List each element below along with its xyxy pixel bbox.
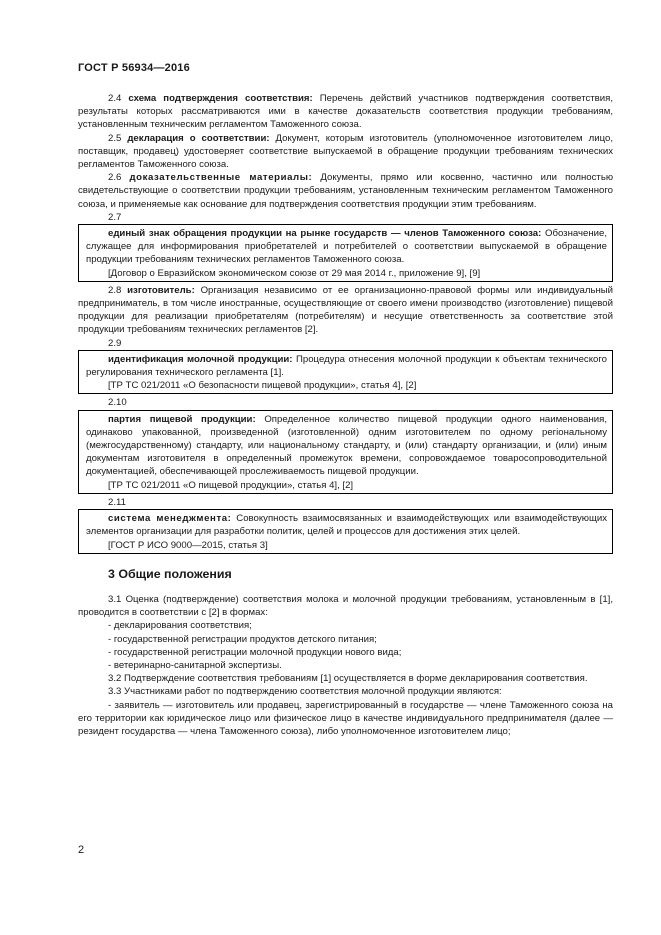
page-number: 2 <box>78 844 85 856</box>
term-2-6 <box>78 171 613 211</box>
section-title: 3 Общие положения <box>108 566 232 581</box>
term-number: 2.5 <box>108 132 122 144</box>
term-2-10 <box>86 413 607 479</box>
term-name: система менеджмента: <box>108 513 232 525</box>
term-box-2-9 <box>78 350 613 395</box>
term-definition: Процедура отнесения молочной продукции к объектам технического регулирования технического регламента [1]. <box>86 353 607 379</box>
term-2-5 <box>78 132 613 172</box>
document-header: ГОСТ Р 56934—2016 <box>78 62 190 74</box>
term-source: [Договор о Евразийском экономическом союзе от 29 мая 2014 г., приложение 9], [9] <box>108 267 481 279</box>
term-source: [ТР ТС 021/2011 «О безопасности пищевой продукции», статья 4], [2] <box>108 380 417 392</box>
document-body <box>78 92 613 738</box>
term-number: 2.6 <box>108 172 122 184</box>
term-definition: Совокупность взаимосвязанных и взаимодействующих или взаимодействующих элементов организации для разработки политик, целей и процессов для достижения этих целей. <box>86 513 608 538</box>
term-number: 2.8 <box>108 284 122 296</box>
term-number: 2.4 <box>108 93 122 104</box>
list-item: - ветеринарно-санитарной экспертизы. <box>108 659 282 671</box>
term-2-4 <box>78 92 613 132</box>
term-2-8 <box>78 284 613 337</box>
term-name: единый знак обращения продукции на рынке государств — членов Таможенного союза: <box>108 228 542 240</box>
clause-3-3-applicant: - заявитель — изготовитель или продавец, зарегистрированный в государстве — члене Таможенного союза на его территории как юридическое лицо или физическое лицо в качестве индивидуального предпринимателя (далее — резидент государства — члена Таможенного союза), либо уполномоченное изготовителем лицо; <box>78 699 613 737</box>
term-box-2-10 <box>78 410 613 494</box>
term-name: изготовитель: <box>127 284 195 296</box>
term-definition: Определенное количество пищевой продукции одного наименования, одинаково упакованной, произведенной (изготовленной) одним изготовителем по одному регіональному (межгосударственному) стандарту, или национальному стандарту, и (или) стандарту организации, и (или) иным документам изготовителя в определенный промежуток времени, сопровождаемое товаросопроводительной документацией, обеспечивающей прослеживаемость пищевой продукции. <box>86 413 607 478</box>
term-name: декларация о соответствии: <box>127 132 270 144</box>
term-definition: Документы, прямо или косвенно, частично или полностью свидетельствующие о соответствии продукции требованиям, установленным техническим регламентом Таможенного союза, и применяемые как основание для подтверждения соответствия продукции этим требованиям. <box>78 172 614 210</box>
clause-3-3: 3.3 Участниками работ по подтверждению соответствия молочной продукции являются: <box>108 686 502 698</box>
term-definition: Документ, которым изготовитель (уполномоченное изготовителем лицо, поставщик, продавец) удостоверяет соответствие выпускаемой в обращение продукции требованиям технических регламентов Таможенного союза. <box>78 132 613 171</box>
term-name: идентификация молочной продукции: <box>108 353 293 365</box>
term-number-2-11: 2.11 <box>108 496 126 508</box>
list-item: - декларирования соответствия; <box>108 620 252 632</box>
term-name: партия пищевой продукции: <box>108 413 256 425</box>
term-number-2-7: 2.7 <box>108 211 122 223</box>
term-number-2-9: 2.9 <box>108 337 122 349</box>
term-source: [ГОСТ Р ИСО 9000—2015, статья 3] <box>108 539 268 551</box>
term-definition: Перечень действий участников подтверждения соответствия, результаты которых рассматриваются ими в качестве доказательств соответствия продукции требованиям, установленным техническим регламентом Таможенного союза. <box>78 93 613 131</box>
term-definition: Организация независимо от ее организационно-правовой формы или индивидуальный предприниматель, в том числе иностранные, осуществляющие от своего имени производство (изготовление) пищевой продукции для реализации приобретателям (потребителям) и несущие ответственность за соответствие этой продукции требованиям технических регламентов [2]. <box>78 284 614 336</box>
clause-3-2: 3.2 Подтверждение соответствия требованиям [1] осуществляется в форме декларирования соответствия. <box>108 673 588 685</box>
term-2-11 <box>86 512 607 538</box>
term-name: доказательственные материалы: <box>129 172 313 184</box>
term-2-9 <box>86 353 607 379</box>
term-source: [ТР ТС 021/2011 «О пищевой продукции», статья 4], [2] <box>108 479 354 491</box>
term-number-2-10: 2.10 <box>108 397 127 409</box>
term-box-2-11 <box>78 509 613 554</box>
term-definition: Обозначение, служащее для информирования приобретателей и потребителей о соответствии выпускаемой в обращение продукции требованиям технических регламентов Таможенного союза. <box>86 228 607 266</box>
term-box-2-7 <box>78 224 613 282</box>
term-name: схема подтверждения соответствия: <box>128 93 313 104</box>
clause-3-1: 3.1 Оценка (подтверждение) соответствия молока и молочной продукции требованиям, установленным в [1], проводится в соответствии с [2] в формах: <box>78 593 613 619</box>
list-item: - государственной регистрации продуктов детского питания; <box>108 633 377 645</box>
term-2-7 <box>86 227 607 267</box>
list-item: - государственной регистрации молочной продукции нового вида; <box>108 646 402 658</box>
